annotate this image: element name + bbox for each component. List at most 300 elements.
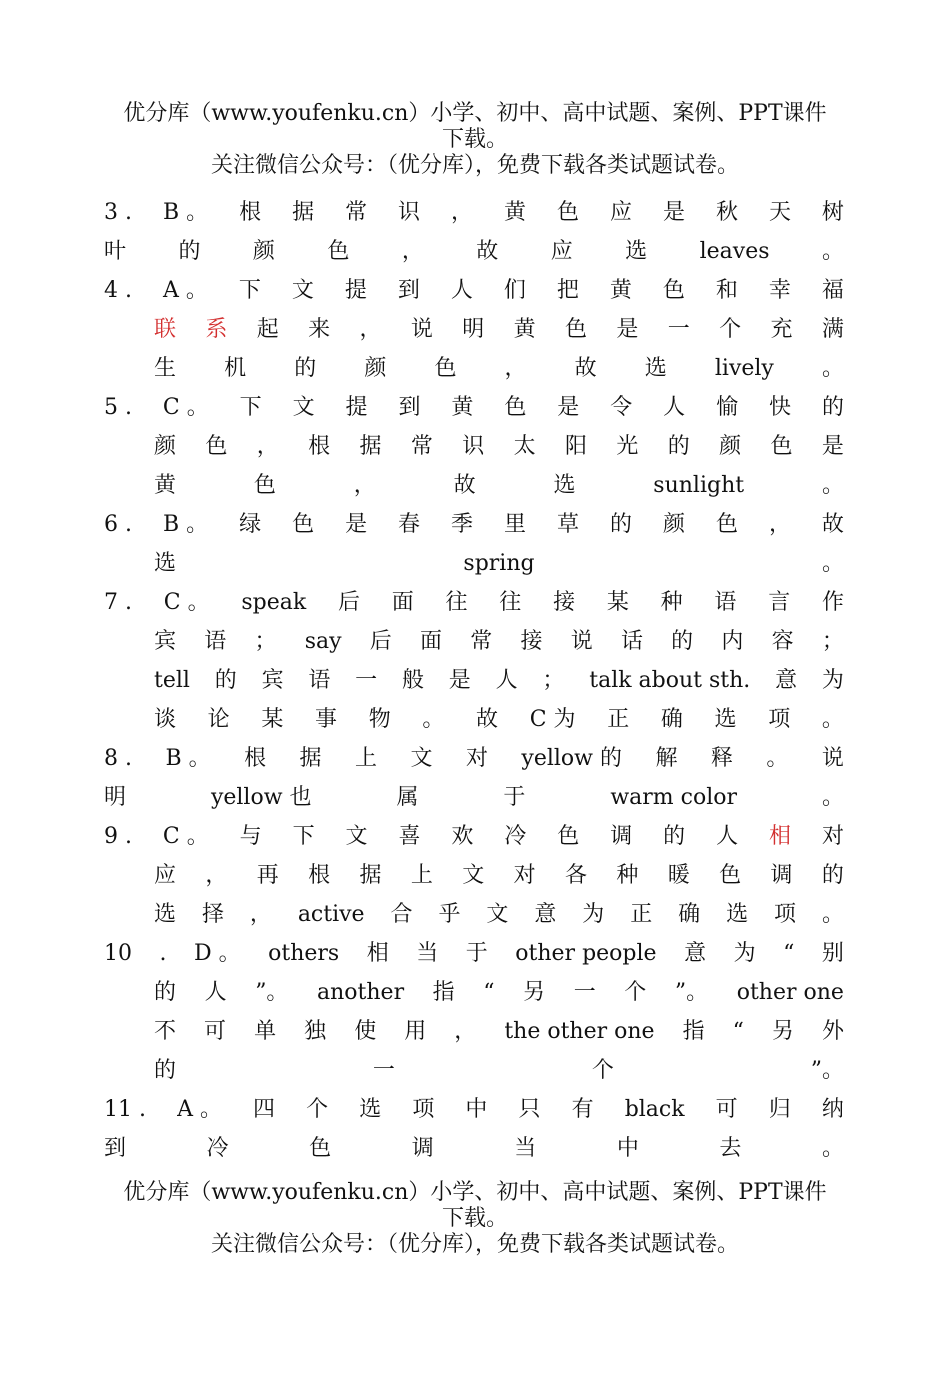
answer-token: 一 [372,1058,395,1083]
answer-line [104,466,844,505]
answer-token: 把 [556,278,579,303]
answer-token: 的 [667,434,690,459]
answer-token: 选 [154,551,177,576]
answer-token: 意 [684,941,707,966]
answer-token: 系 [205,317,228,342]
answer-token: “ [483,980,495,1005]
answer-token: A 。 [177,1097,222,1122]
answer-token: 的 [154,980,177,1005]
answer-token: 应 [609,200,632,225]
answer-token: 常 [470,629,493,654]
footer-line-1: 优分库（www.youfenku.cn）小学、初中、高中试题、案例、PPT课件 [123,1180,827,1205]
answer-token: 个 [624,980,647,1005]
answer-token: 据 [359,434,382,459]
answer-line [104,1051,844,1090]
answer-token: 黄 [504,200,527,225]
answer-token: 别 [821,941,844,966]
answer-token: 说 [821,746,844,771]
answer-token: the other one [504,1019,655,1044]
answer-token: 下 [292,824,315,849]
answer-token: 太 [513,434,536,459]
answer-token: B 。 [162,200,209,225]
answer-token: 选 [553,473,576,498]
answer-token: 是 [821,434,844,459]
answer-token: 4 . [104,278,132,303]
answer-token: 择 [201,902,224,927]
answer-token: 只 [518,1097,541,1122]
answer-line [104,349,844,388]
footer-line-2: 下载。 [441,1206,508,1231]
answer-item [104,193,844,271]
answer-token: 般 [401,668,424,693]
answer-token: 黄 [154,473,177,498]
answer-token: 往 [445,590,468,615]
answer-token: 3 . [104,200,132,225]
answer-item [104,505,844,583]
answer-token: 人 [495,668,518,693]
answer-token: 一 [573,980,596,1005]
answer-token: tell [154,668,190,693]
answer-token: 文 [291,278,314,303]
answer-token: 。 [422,707,445,732]
answer-token: 叶 [104,239,127,264]
answer-token: 各 [565,863,588,888]
answer-token: 应 [154,863,177,888]
answer-token: spring [463,551,535,576]
answer-token: 色 [309,1136,332,1161]
answer-token: 据 [299,746,322,771]
answer-token: ； [542,668,565,693]
answer-token: 根 [308,434,331,459]
answer-token: 去 [719,1136,742,1161]
answer-token: leaves [699,239,770,264]
answer-token: 当 [514,1136,537,1161]
answer-token: 识 [462,434,485,459]
answer-line [104,817,844,856]
answer-token: 为 [821,668,844,693]
answer-token: 。 [821,473,844,498]
answer-token: 故 [574,356,597,381]
answer-token: 明 [462,317,485,342]
answer-token: warm color [610,785,738,810]
answer-token: 的 [609,512,632,537]
answer-token: C 。 [162,824,209,849]
answer-token: 黄 [609,278,632,303]
answer-token: other one [736,980,844,1005]
answer-token: 根 [244,746,267,771]
answer-token: 对 [821,824,844,849]
answer-token: 9 . [104,824,132,849]
answer-list [104,193,844,1168]
answer-token: C 。 [162,395,209,420]
answer-token: 据 [292,200,315,225]
answer-token: 满 [821,317,844,342]
answer-token: 话 [620,629,643,654]
answer-token: another [317,980,405,1005]
answer-token: ， [353,473,376,498]
answer-token: 里 [504,512,527,537]
answer-token: 文 [410,746,433,771]
answer-token: 事 [315,707,338,732]
answer-token: 解 [655,746,678,771]
answer-token: 到 [397,278,420,303]
answer-token: 调 [411,1136,434,1161]
answer-token: 颜 [364,356,387,381]
answer-token: ， [451,200,474,225]
answer-token: 喜 [398,824,421,849]
answer-token: 们 [503,278,526,303]
answer-token: 是 [662,200,685,225]
answer-token: 面 [420,629,443,654]
answer-token: 联 [154,317,177,342]
answer-token: 确 [678,902,701,927]
answer-token: 5 . [104,395,132,420]
answer-token: 充 [770,317,793,342]
answer-token: 接 [520,629,543,654]
answer-token: 语 [204,629,227,654]
answer-token: ， [401,239,424,264]
answer-line [104,700,844,739]
answer-token: 对 [465,746,488,771]
answer-token: 6 . [104,512,132,537]
answer-token: 暖 [667,863,690,888]
page-footer [90,1180,860,1258]
answer-token: 指 [432,980,455,1005]
answer-token: 是 [345,512,368,537]
answer-token: 归 [768,1097,791,1122]
header-line-1: 优分库（www.youfenku.cn）小学、初中、高中试题、案例、PPT课件 [123,101,827,126]
answer-token: ， [359,317,382,342]
header-line-2: 下载。 [441,127,508,152]
answer-token: 言 [768,590,791,615]
answer-line [104,193,844,232]
answer-token: 机 [224,356,247,381]
answer-token: 单 [254,1019,277,1044]
answer-token: 快 [769,395,792,420]
answer-line [104,856,844,895]
answer-token: speak [241,590,307,615]
answer-token: 草 [557,512,580,537]
answer-token: 确 [660,707,683,732]
answer-line [104,544,844,583]
answer-token: 树 [821,200,844,225]
answer-token: 选 [154,902,177,927]
answer-token: 释 [710,746,733,771]
answer-token: 选 [625,239,648,264]
answer-token: 外 [821,1019,844,1044]
answer-line [104,778,844,817]
answer-token: 起 [256,317,279,342]
answer-token: 。 [821,902,844,927]
answer-token: 再 [256,863,279,888]
answer-token: 10 [104,941,132,966]
answer-token: 与 [239,824,262,849]
answer-token: 可 [715,1097,738,1122]
answer-token: ； [821,629,844,654]
answer-token: 应 [550,239,573,264]
answer-token: 物 [368,707,391,732]
answer-token: 是 [616,317,639,342]
answer-token: 愉 [716,395,739,420]
answer-token: 的 [671,629,694,654]
answer-token: 提 [345,395,368,420]
answer-token: ， [205,863,228,888]
answer-token: 合 [390,902,413,927]
answer-token: 明 [104,785,127,810]
answer-token: 季 [451,512,474,537]
answer-token: 色 [719,863,742,888]
answer-token: 下 [238,278,261,303]
answer-token: A 。 [162,278,208,303]
answer-token: 的 [663,824,686,849]
answer-token: 某 [261,707,284,732]
answer-token: 为 [733,941,756,966]
answer-token: 不 [154,1019,177,1044]
answer-token: 种 [616,863,639,888]
answer-token: 人 [204,980,227,1005]
answer-token: 色 [253,473,276,498]
answer-token: 和 [715,278,738,303]
answer-token: ”。 [255,980,289,1005]
answer-token: 颜 [252,239,275,264]
answer-token: black [624,1097,685,1122]
answer-token: sunlight [653,473,745,498]
answer-token: 某 [606,590,629,615]
answer-token: B 。 [162,512,209,537]
answer-token: 语 [308,668,331,693]
answer-token: 乎 [438,902,461,927]
answer-token: 。 [821,239,844,264]
answer-token: 于 [503,785,526,810]
answer-token: 。 [821,1136,844,1161]
answer-token: 人 [663,395,686,420]
answer-token: 阳 [565,434,588,459]
answer-token: 属 [396,785,419,810]
answer-token: 颜 [662,512,685,537]
answer-token: 的 [821,395,844,420]
answer-token: 正 [607,707,630,732]
answer-token: “ [732,1019,744,1044]
answer-token: 色 [434,356,457,381]
answer-token: 上 [355,746,378,771]
answer-token: talk about sth. [589,668,751,693]
answer-token: 11 . [104,1097,146,1122]
answer-line [104,973,844,1012]
answer-token: 的 [178,239,201,264]
answer-token: ， [454,1019,477,1044]
answer-token: 天 [768,200,791,225]
answer-token: 上 [410,863,433,888]
answer-token: 色 [327,239,350,264]
answer-token: ； [254,629,277,654]
answer-token: 选 [714,707,737,732]
answer-token: 论 [207,707,230,732]
answer-token: 生 [154,356,177,381]
answer-token: 作 [821,590,844,615]
answer-line [104,934,844,973]
answer-token: 。 [766,746,789,771]
answer-token: 文 [486,902,509,927]
answer-token: yellow 也 [210,785,312,810]
answer-token: 调 [770,863,793,888]
answer-token: 一 [667,317,690,342]
answer-token: 对 [513,863,536,888]
answer-token: 根 [239,200,262,225]
answer-token: 种 [660,590,683,615]
answer-token: 宾 [154,629,177,654]
answer-token: 四 [253,1097,276,1122]
answer-token: 选 [726,902,749,927]
answer-token: 色 [662,278,685,303]
answer-token: 7 . [104,590,132,615]
answer-line [104,388,844,427]
answer-token: 说 [570,629,593,654]
answer-token: 选 [359,1097,382,1122]
answer-token: 故 [476,707,499,732]
answer-line [104,505,844,544]
answer-token: ， [256,434,279,459]
answer-token: 春 [398,512,421,537]
answer-token: 指 [682,1019,705,1044]
answer-token: 8 . [104,746,132,771]
answer-token: 人 [716,824,739,849]
answer-token: ， [504,356,527,381]
answer-token: 的 [154,1058,177,1083]
answer-line [104,232,844,271]
answer-token: 接 [553,590,576,615]
answer-token: 可 [204,1019,227,1044]
answer-token: say [304,629,342,654]
answer-token: 一 [355,668,378,693]
answer-token: 个 [591,1058,614,1083]
answer-line [104,1012,844,1051]
answer-token: 提 [344,278,367,303]
answer-token: 相 [769,824,792,849]
answer-line [104,1090,844,1129]
answer-token: 色 [565,317,588,342]
answer-token: 后 [369,629,392,654]
answer-token: 冷 [504,824,527,849]
answer-token: . [159,941,167,966]
answer-token: 当 [416,941,439,966]
answer-token: C 。 [163,590,210,615]
answer-token: 于 [465,941,488,966]
answer-token: C 为 [529,707,576,732]
answer-token: 色 [557,200,580,225]
answer-item [104,1090,844,1168]
answer-token: 据 [359,863,382,888]
answer-token: 个 [306,1097,329,1122]
answer-token: 项 [412,1097,435,1122]
answer-token: 绿 [239,512,262,537]
answer-item [104,739,844,817]
header-line-3: 关注微信公众号：（优分库），免费下载各类试题试卷。 [210,153,739,178]
answer-token: 到 [398,395,421,420]
answer-token: 故 [453,473,476,498]
answer-item [104,271,844,388]
answer-token: 语 [714,590,737,615]
answer-token: 色 [557,824,580,849]
answer-token: 的 [214,668,237,693]
answer-token: 有 [571,1097,594,1122]
answer-item [104,583,844,739]
answer-line [104,427,844,466]
answer-token: 秋 [715,200,738,225]
answer-token: other people [515,941,657,966]
answer-token: “ [783,941,795,966]
page-header [90,101,860,179]
answer-token: 意 [534,902,557,927]
answer-token: ”。 [810,1058,844,1083]
answer-token: ”。 [674,980,709,1005]
answer-token: 色 [770,434,793,459]
answer-token: active [297,902,365,927]
answer-token: ， [249,902,272,927]
answer-token: 黄 [451,395,474,420]
answer-token: 调 [610,824,633,849]
answer-token: 故 [476,239,499,264]
answer-token: 常 [410,434,433,459]
answer-token: 说 [410,317,433,342]
answer-token: 文 [345,824,368,849]
answer-token: 冷 [206,1136,229,1161]
answer-token: 颜 [719,434,742,459]
answer-token: 令 [610,395,633,420]
answer-line [104,1129,844,1168]
answer-token: 内 [721,629,744,654]
answer-token: 使 [354,1019,377,1044]
answer-token: 的 [294,356,317,381]
answer-token: 往 [499,590,522,615]
answer-token: D 。 [194,941,241,966]
answer-token: 欢 [451,824,474,849]
answer-token: 色 [292,512,315,537]
answer-token: 色 [715,512,738,537]
answer-token: 另 [523,980,546,1005]
answer-token: lively [714,356,774,381]
answer-item [104,388,844,505]
footer-line-3: 关注微信公众号：（优分库），免费下载各类试题试卷。 [210,1232,739,1257]
answer-token: yellow 的 [521,746,622,771]
answer-token: 幸 [768,278,791,303]
answer-line [104,622,844,661]
answer-token: ， [768,512,791,537]
answer-token: 。 [821,356,844,381]
answer-token: 另 [771,1019,794,1044]
answer-token: 选 [644,356,667,381]
answer-token: 宾 [261,668,284,693]
answer-token: 识 [398,200,421,225]
answer-token: 后 [337,590,360,615]
answer-token: 中 [616,1136,639,1161]
answer-token: 颜 [154,434,177,459]
answer-token: 用 [404,1019,427,1044]
answer-token: 项 [768,707,791,732]
answer-line [104,271,844,310]
answer-token: B 。 [165,746,211,771]
answer-token: 的 [821,863,844,888]
answer-token: 面 [391,590,414,615]
answer-item [104,817,844,934]
answer-line [104,739,844,778]
answer-token: 光 [616,434,639,459]
answer-token: 项 [774,902,797,927]
answer-token: 根 [308,863,331,888]
answer-token: 黄 [513,317,536,342]
answer-token: 色 [205,434,228,459]
answer-token: 中 [465,1097,488,1122]
answer-line [104,661,844,700]
